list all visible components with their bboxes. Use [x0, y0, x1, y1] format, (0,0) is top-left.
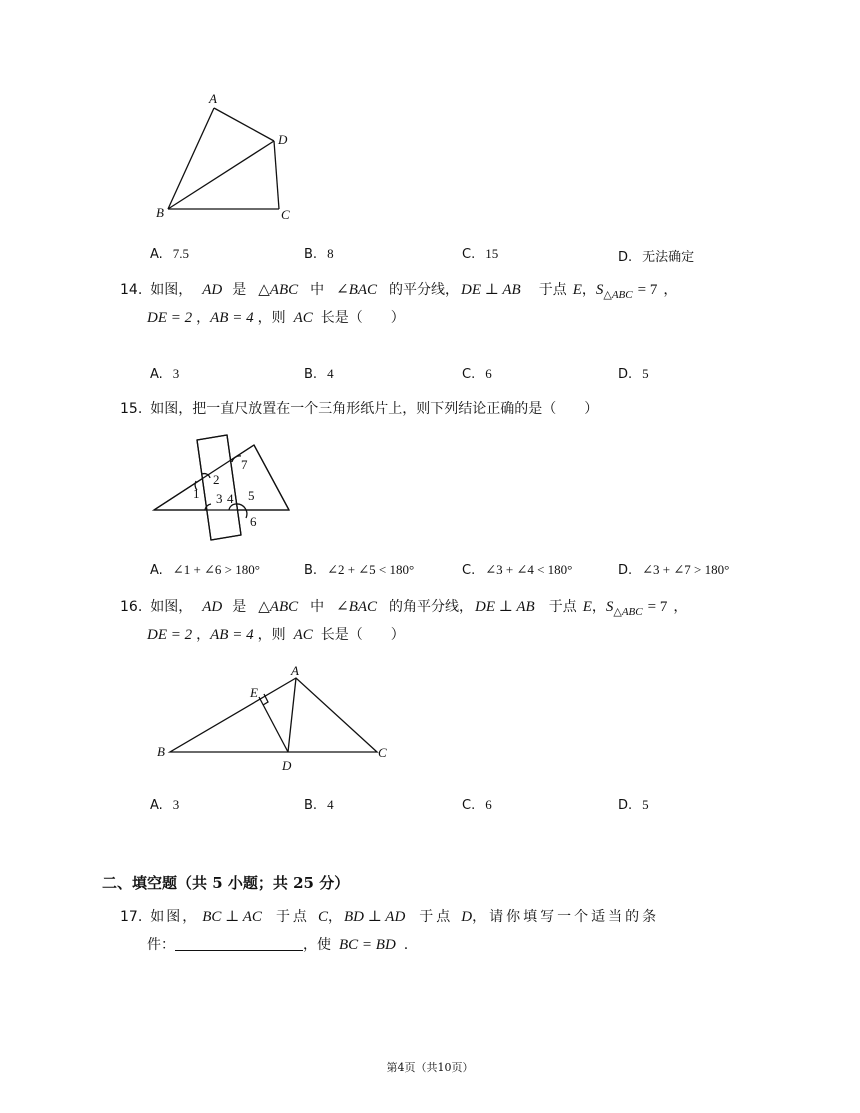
figure-q16 — [150, 660, 400, 775]
text: 于点 — [275, 909, 310, 925]
text: ，则 — [257, 310, 286, 326]
figure-q13 — [150, 88, 310, 228]
label-C: C — [281, 207, 290, 222]
text: ， — [196, 627, 211, 643]
option-label: C. — [462, 798, 476, 813]
q16-option-a[interactable] — [150, 797, 179, 813]
q16-option-b[interactable] — [304, 797, 334, 813]
math: AD — [202, 282, 223, 298]
text: 长是（ ） — [320, 627, 405, 643]
q14-option-c[interactable] — [462, 366, 492, 382]
text: 的角平分线， — [389, 599, 474, 615]
math: E — [582, 599, 592, 615]
option-value: 6 — [485, 797, 492, 812]
text: ，请你填写一个适当的条 — [472, 909, 660, 925]
q13-option-b[interactable] — [304, 246, 334, 262]
option-value: 6 — [485, 366, 492, 381]
text: 于点 — [538, 282, 567, 298]
math: AC — [293, 310, 313, 326]
q14-line2 — [147, 307, 405, 327]
text: 于点 — [548, 599, 577, 615]
q15-option-b[interactable] — [304, 562, 414, 578]
option-value: ∠2 + ∠5 < 180° — [327, 562, 415, 577]
option-value: ∠1 + ∠6 > 180° — [172, 562, 260, 577]
q15-option-c[interactable] — [462, 562, 572, 578]
math: S — [605, 599, 614, 615]
q17-line2 — [147, 934, 408, 954]
math: = 7 — [647, 599, 668, 615]
q14-option-a[interactable] — [150, 366, 179, 382]
math: AB = 4 — [210, 310, 254, 326]
math: D — [461, 909, 473, 925]
math-subscript: △ABC — [613, 605, 643, 618]
page-footer: 第4页（共10页） — [386, 1061, 474, 1074]
option-label: B. — [304, 798, 318, 813]
option-label: B. — [304, 563, 318, 578]
text: ， — [673, 599, 688, 615]
option-label: B. — [304, 247, 318, 262]
option-label: D. — [618, 250, 633, 265]
option-label: C. — [462, 247, 476, 262]
math: AD — [202, 599, 223, 615]
text: 中 — [310, 599, 325, 615]
q15-option-d[interactable] — [618, 562, 729, 578]
option-value: ∠3 + ∠4 < 180° — [485, 562, 573, 577]
text: . — [403, 937, 409, 953]
option-label: D. — [618, 563, 633, 578]
angle-label-7: 7 — [241, 457, 248, 472]
text: 是 — [232, 599, 247, 615]
math: BC ⊥ AC — [202, 909, 262, 925]
figure-q15 — [150, 430, 300, 545]
option-value: 4 — [327, 797, 334, 812]
option-label: D. — [618, 367, 633, 382]
text: 中 — [310, 282, 325, 298]
math: S — [595, 282, 604, 298]
option-value: 5 — [642, 366, 649, 381]
q16-option-d[interactable] — [618, 797, 649, 813]
label-D: D — [282, 758, 292, 773]
q13-option-d[interactable] — [618, 246, 694, 265]
angle-label-3: 3 — [216, 491, 223, 506]
option-label: C. — [462, 563, 476, 578]
angle-label-2: 2 — [213, 472, 220, 487]
q13-option-c[interactable] — [462, 246, 498, 262]
option-value: 7.5 — [172, 246, 190, 261]
q14-option-d[interactable] — [618, 366, 649, 382]
q17-line1 — [120, 906, 659, 926]
option-label: A. — [150, 798, 163, 813]
math: DE = 2 — [147, 627, 193, 643]
math: = 7 — [637, 282, 658, 298]
text: 如图，把一直尺放置在一个三角形纸片上，则下列结论正确的是（ ） — [150, 401, 599, 417]
angle-label-4: 4 — [227, 491, 234, 506]
q16-line1 — [120, 596, 687, 618]
math: ∠BAC — [336, 599, 378, 615]
q14-line1 — [120, 279, 677, 301]
q16-line2 — [147, 624, 405, 644]
label-A: A — [291, 663, 299, 678]
label-C: C — [378, 745, 387, 760]
angle-label-5: 5 — [248, 488, 255, 503]
math: AB = 4 — [210, 627, 254, 643]
math: ∠BAC — [336, 282, 378, 298]
option-label: D. — [618, 798, 633, 813]
q14-option-b[interactable] — [304, 366, 334, 382]
math: △ABC — [258, 282, 299, 298]
math: AC — [293, 627, 313, 643]
option-value: 5 — [642, 797, 649, 812]
option-value: ∠3 + ∠7 > 180° — [642, 562, 730, 577]
text: ， — [591, 599, 606, 615]
q15-text — [120, 398, 598, 418]
text: 长是（ ） — [320, 310, 405, 326]
question-number: 16. — [120, 599, 143, 615]
math: E — [572, 282, 582, 298]
option-value: 无法确定 — [642, 250, 695, 265]
angle-label-6: 6 — [250, 514, 257, 529]
text: ，使 — [303, 937, 331, 953]
text: 如图， — [150, 599, 193, 615]
q13-option-a[interactable] — [150, 246, 189, 262]
angle-label-1: 1 — [193, 486, 200, 501]
section-title: 二、填空题（共 5 小题；共 25 分） — [102, 874, 350, 892]
text: 件： — [147, 937, 175, 953]
label-E: E — [250, 685, 258, 700]
math: DE ⊥ AB — [475, 599, 535, 615]
text: 是 — [232, 282, 247, 298]
math: C — [317, 909, 328, 925]
text: ，则 — [257, 627, 286, 643]
question-number: 15. — [120, 401, 143, 417]
text: ， — [663, 282, 678, 298]
answer-blank[interactable] — [175, 936, 303, 951]
option-value: 3 — [172, 366, 180, 381]
label-D: D — [278, 132, 288, 147]
q15-option-a[interactable] — [150, 562, 260, 578]
text: ， — [327, 909, 342, 925]
math-subscript: △ABC — [603, 288, 633, 301]
text: ， — [581, 282, 596, 298]
option-label: C. — [462, 367, 476, 382]
math: BC = BD — [339, 937, 396, 953]
option-value: 4 — [327, 366, 334, 381]
option-label: A. — [150, 563, 163, 578]
text: 于点 — [419, 909, 454, 925]
text: ， — [196, 310, 211, 326]
option-label: B. — [304, 367, 318, 382]
option-value: 8 — [327, 246, 334, 261]
question-number: 14. — [120, 282, 143, 298]
q16-option-c[interactable] — [462, 797, 492, 813]
math: DE ⊥ AB — [461, 282, 521, 298]
text: 如图， — [150, 909, 199, 925]
label-B: B — [156, 205, 164, 220]
math: DE = 2 — [147, 310, 193, 326]
label-B: B — [157, 744, 165, 759]
option-value: 3 — [172, 797, 180, 812]
math: △ABC — [258, 599, 299, 615]
text: 的平分线， — [389, 282, 460, 298]
question-number: 17. — [120, 909, 143, 925]
option-label: A. — [150, 367, 163, 382]
option-value: 15 — [485, 246, 499, 261]
text: 如图， — [150, 282, 193, 298]
option-label: A. — [150, 247, 163, 262]
label-A: A — [209, 91, 217, 106]
math: BD ⊥ AD — [343, 909, 406, 925]
